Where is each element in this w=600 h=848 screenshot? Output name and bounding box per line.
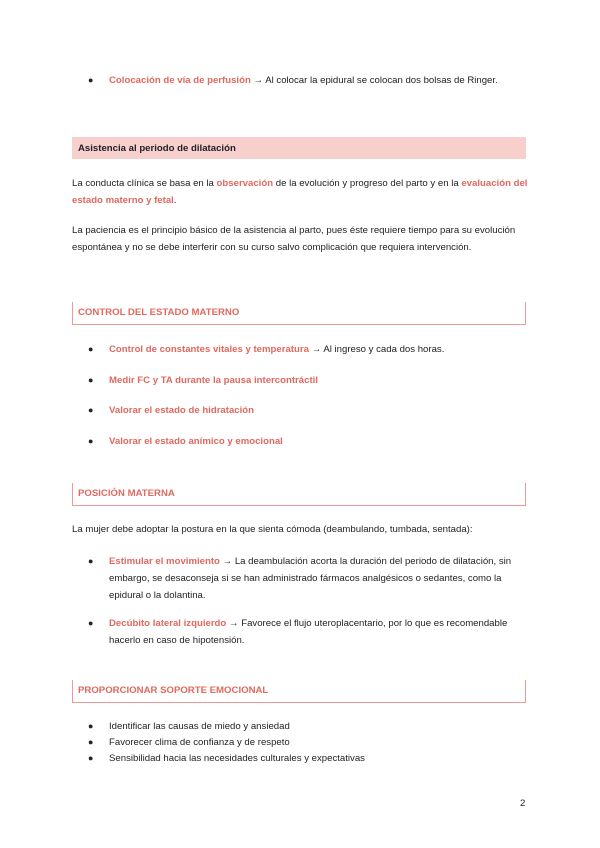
section-heading-text: CONTROL DEL ESTADO MATERNO [78, 307, 240, 318]
list-item [88, 341, 528, 358]
list-item-text: Identificar las causas de miedo y ansiedad [109, 721, 290, 732]
list-item-text: Medir FC y TA durante la pausa intercontráctil [109, 375, 318, 386]
list-item [88, 402, 528, 419]
list-item [88, 553, 528, 604]
list-item-text: Decúbito lateral izquierdo → Favorece el flujo uteroplacentario, por lo que es recomendable hacerlo en caso de hipotensión. [109, 618, 508, 646]
list-item-text: Valorar el estado de hidratación [109, 405, 255, 416]
section-heading-soporte [72, 680, 526, 703]
bullet-icon: ● [88, 344, 94, 354]
list-item [88, 718, 528, 734]
bullet-icon: ● [88, 405, 94, 415]
bullet-icon: ● [88, 753, 94, 763]
section-heading-text: PROPORCIONAR SOPORTE EMOCIONAL [78, 685, 269, 696]
section-heading-text: POSICIÓN MATERNA [78, 488, 175, 499]
section-heading-control [72, 302, 526, 325]
list-item [88, 734, 528, 750]
list-item-text: Estimular el movimiento → La deambulación acorta la duración del periodo de dilatación, sin embargo, se desaconseja si se han administrado fármacos analgésicos o sedantes, como la epidural o la dolantina. [109, 556, 512, 601]
bullet-icon: ● [88, 556, 94, 566]
list-item [88, 615, 528, 649]
list-item [88, 372, 528, 389]
paragraph: La conducta clínica se basa en la observación de la evolución y progreso del parto y en la evaluación del estado materno y fetal. [72, 178, 528, 206]
list-item-text: Colocación de vía de perfusión → Al colocar la epidural se colocan dos bolsas de Ringer. [109, 75, 498, 86]
paragraph: La paciencia es el principio básico de la asistencia al parto, pues éste requiere tiempo para su evolución espontánea y no se debe interferir con su curso salvo complicación que requiera intervención. [72, 225, 516, 253]
bullet-icon: ● [88, 75, 94, 85]
section-heading-posicion [72, 483, 526, 506]
section-heading-dilatacion [72, 137, 526, 159]
bullet-icon: ● [88, 721, 94, 731]
page-number: 2 [520, 798, 526, 809]
list-item-text: Favorecer clima de confianza y de respeto [109, 737, 290, 748]
section-heading-text: Asistencia al periodo de dilatación [78, 143, 236, 154]
list-item [88, 750, 528, 766]
paragraph: La mujer debe adoptar la postura en la que sienta cómoda (deambulando, tumbada, sentada): [72, 524, 473, 535]
list-item-text: Valorar el estado anímico y emocional [109, 436, 283, 447]
bullet-icon: ● [88, 436, 94, 446]
bullet-icon: ● [88, 737, 94, 747]
list-item [88, 72, 528, 89]
bullet-icon: ● [88, 618, 94, 628]
list-item-text: Sensibilidad hacia las necesidades culturales y expectativas [109, 753, 365, 764]
list-item [88, 433, 528, 450]
bullet-icon: ● [88, 375, 94, 385]
list-item-text: Control de constantes vitales y temperatura → Al ingreso y cada dos horas. [109, 344, 445, 355]
